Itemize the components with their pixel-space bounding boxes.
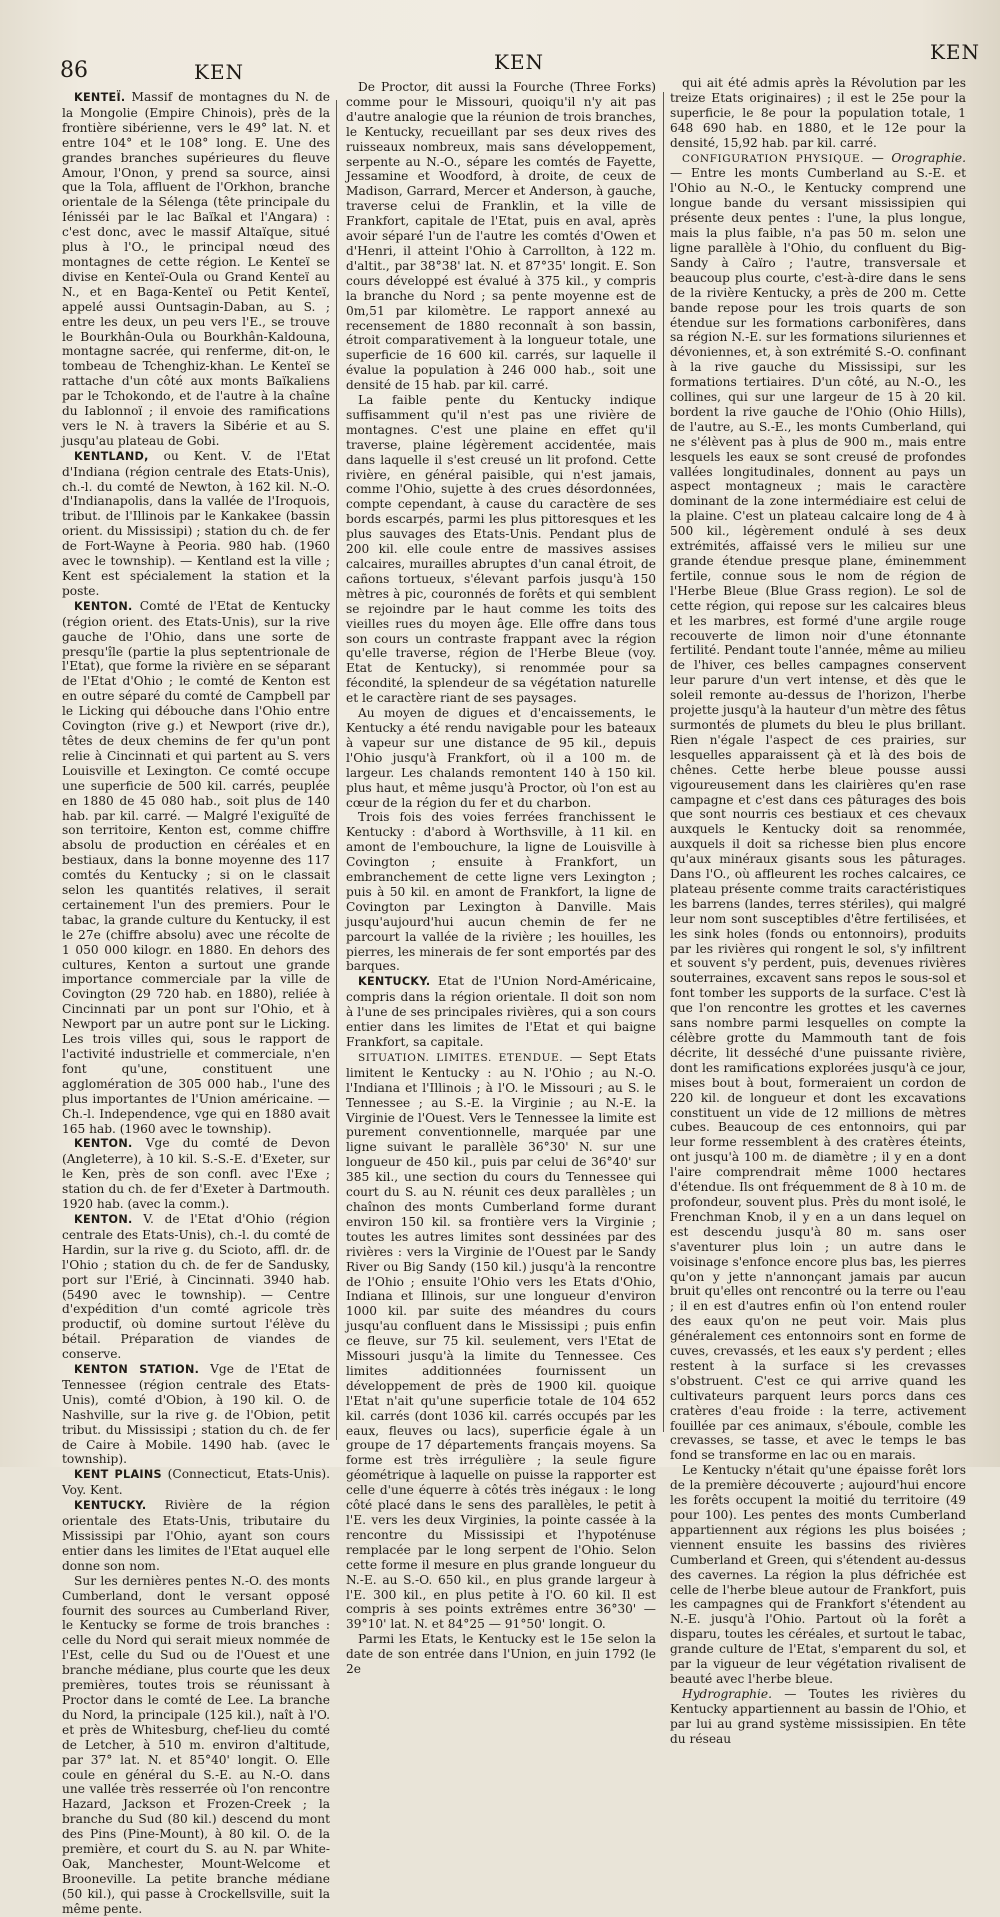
paragraph: La faible pente du Kentucky indique suffisamment qu'il n'est pas une rivière de montagnes. C'est une plaine en effet qu'il traverse, plaine légèrement accidentée, mais dans laquelle il s'est creusé un lit profond. Cette rivière, en général paisible, qui n'est jamais, comme l'Ohio, sujette à des crues désordonnées, compte cependant, à cause du caractère de ses bords escarpés, parmi les plus pittoresques et les plus sauvages des Etats-Unis. Pendant plus de 200 kil. elle coule entre de massives assises calcaires, murailles abruptes d'un canal étroit, de cañons tortueux, s'élevant parfois jusqu'à 150 mètres à pic, couronnés de forêts et qui semblent se rejoindre par le haut comme les toits des vieilles rues du moyen âge. Elle offre dans tous son cours un contraste frappant avec la région qu'elle traverse, région de l'Herbe Bleue (voy. Etat de Kentucky), si renommée pour sa fécondité, la splendeur de sa végétation naturelle et le caractère riant de ses paysages. <box>346 393 656 706</box>
paragraph: Le Kentucky n'était qu'une épaisse forêt lors de la première découverte ; aujourd'hui encore les forêts occupent la moitié du territoire (49 pour 100). Les pentes des monts Cumberland appartiennent aux régions les plus boisées ; viennent ensuite les bassins des rivières Cumberland et Green, qui s'étendent au-dessus des cavernes. La région la plus défrichée est celle de l'herbe bleue autour de Frankfort, puis les campagnes qui de Frankfort s'étendent au N.-E. jusqu'à l'Ohio. Partout où la forêt a disparu, toutes les céréales, et surtout le tabac, grande culture de l'Etat, s'emparent du sol, et par la vigueur de leur végétation rivalisent de beauté avec l'herbe bleue. <box>670 1463 966 1686</box>
paragraph: Parmi les Etats, le Kentucky est le 15e selon la date de son entrée dans l'Union, en juin 1792 (le 2e <box>346 1632 656 1677</box>
running-head-right: KEN <box>929 40 980 64</box>
section-text: — Sept Etats limitent le Kentucky : au N. l'Ohio ; au N.-O. l'Indiana et l'Illinois ; à l'O. le Missouri ; au S. le Tennessee ; au S.-E. la Virginie ; au N.-E. la Virginie de l'Ouest. Vers le Tennessee la limite est purement conventionnelle, marquée par une ligne suivant le parallèle 36°30' N. sur une longueur de 450 kil., puis par celui de 36°40' sur 385 kil., une section du cours du Tennessee qui court du S. au N. réunit ces deux parallèles ; un chaînon des monts Cumberland forme durant environ 150 kil. sa frontière vers la Virginie ; toutes les autres limites sont dessinées par des rivières : vers la Virginie de l'Ouest par le Sandy River ou Big Sandy (150 kil.) jusqu'à la rencontre de l'Ohio ; ensuite l'Ohio vers les Etats d'Ohio, Indiana et Illinois, sur une longueur d'environ 1000 kil. par suite des méandres du cours jusqu'au confluent dans le Mississipi ; puis enfin ce fleuve, sur 75 kil. seulement, vers l'Etat de Missouri jusqu'à la limite du Tennessee. Ces limites additionnées fournissent un développement de près de 1900 kil. quoique l'Etat n'ait qu'une superficie totale de 104 652 kil. carrés (dont 1036 kil. carrés occupés par les eaux, fleuves ou lacs), superficie égale à un groupe de 17 départements français moyens. Sa forme est très irrégulière ; la seule figure géométrique à laquelle on puisse la rapporter est celle d'une équerre à côtés très inégaux : le long côté placé dans le sens des parallèles, le petit à l'E. vers les deux Virginies, la pointe cassée à la rencontre du Mississipi et l'hypoténuse remplacée par le long serpent de l'Ohio. Selon cette forme il mesure en plus grande longueur du N.-E. au S.-O. 650 kil., en plus grande largeur à l'E. 300 kil., en plus petite à l'O. 60 kil. Il est compris à ses points extrêmes entre 36°30' — 39°10' lat. N. et 84°25 — 91°50' longit. O. <box>346 1049 656 1632</box>
entry-title: KENTON. <box>74 1137 133 1151</box>
entry-text: Etat de l'Union Nord-Américaine, compris dans la région orientale. Il doit son nom à l'une de ses principales rivières, qui a son cours entier dans les limites de l'Etat et qui baigne Frankfort, sa capitale. <box>346 974 657 1049</box>
section-hydrographie <box>670 1687 966 1747</box>
paragraph: De Proctor, dit aussi la Fourche (Three Forks) comme pour le Missouri, quoiqu'il n'y ait pas d'autre analogie que la réunion de trois branches, le Kentucky, recueillant par ses deux rives des ruisseaux nombreux, mais sans développement, serpente au N.-O., sépare les comtés de Fayette, Jessamine et Woodford, à droite, de ceux de Madison, Garrard, Mercer et Anderson, à gauche, traverse celui de Franklin, et la ville de Frankfort, capitale de l'Etat, puis en aval, après avoir séparé l'un de l'autre les comtés d'Owen et d'Henri, il atteint l'Ohio à Carrollton, à 122 m. d'altit., par 38°38' lat. N. et 87°35' longit. E. Son cours développé est évalué à 375 kil., y compris la branche du Nord ; sa pente moyenne est de 0m,51 par kilomètre. Le rapport annexé au recensement de 1880 reconnaît à son bassin, étroit comparativement à la longueur totale, une superficie de 16 600 kil. carrés, sur laquelle il évalue la population à 246 000 hab., soit une densité de 15 hab. par kil. carré. <box>346 80 656 393</box>
subsection-label: Hydrographie. <box>682 1686 773 1701</box>
entry-kenton-station <box>62 1362 330 1467</box>
entry-title: KENTEÏ. <box>74 91 126 104</box>
entry-text: Rivière de la région orientale des Etats-Unis, tributaire du Mississipi par l'Ohio, ayant son cours entier dans les limites de l'Etat auquel elle donne son nom. <box>62 1498 330 1573</box>
subsection-label: Orographie. <box>891 150 966 165</box>
column-left <box>62 90 331 1916</box>
entry-kentucky-river <box>62 1498 330 1574</box>
entry-text: Massif de montagnes du N. de la Mongolie (Empire Chinois), près de la frontière sibérienne, vers le 49° lat. N. et entre 104° et le 108° long. E. Une des grandes branches supérieures du fleuve Amour, l'Onon, y prend sa source, ainsi que la Tola, affluent de l'Orkhon, branche orientale de la Sélenga (tête principale du Iénisséi par le lac Baïkal et l'Angara) : c'est donc, avec le massif Altaïque, situé plus à l'O., le principal nœud des montagnes de cette région. Le Kenteï se divise en Kenteï-Oula ou Grand Kenteï au N., et en Baga-Kenteï ou Petit Kenteï, appelé aussi Ountsagin-Daban, au S. ; entre les deux, un peu vers l'E., se trouve le Bourkhân-Oula ou Bourkhân-Kaldouna, montagne sacrée, qui renferme, dit-on, le tombeau de Tchenghiz-khan. Le Kenteï se rattache d'un côté aux monts Baïkaliens par le Tchokondo, et de l'autre à la chaîne du Iablonnoï ; il envoie des ramifications vers le N. à travers la Sibérie et au S. jusqu'au plateau de Gobi. <box>62 90 331 448</box>
column-rule-right <box>663 92 664 1432</box>
section-label: SITUATION. LIMITES. ETENDUE. <box>358 1051 564 1064</box>
entry-title: KENTON STATION. <box>74 1363 200 1377</box>
entry-text: ou Kent. V. de l'Etat d'Indiana (région centrale des Etats-Unis), ch.-l. du comté de Newton, à 162 kil. N.-O. d'Indianapolis, dans la vallée de l'Iroquois, tribut. de l'Illinois par le Kankakee (bassin orient. du Mississipi) ; station du ch. de fer de Fort-Wayne à Peoria. 980 hab. (1960 avec le township). — Kentland est la ville ; Kent est spécialement la station et la poste. <box>62 448 331 598</box>
section-situation <box>346 1050 656 1632</box>
entry-kentland <box>62 449 330 599</box>
paragraph: Trois fois des voies ferrées franchissent le Kentucky : d'abord à Worthsville, à 11 kil. en amont de l'embouchure, la ligne de Louisville à Covington ; ensuite à Frankfort, un embranchement de cette ligne vers Lexington ; puis à 50 kil. en amont de Frankfort, la ligne de Covington par Lexington à Danville. Mais jusqu'aujourd'hui aucun chemin de fer ne parcourt la vallée de la rivière ; les houilles, les pierres, les minerais de fer sont emportés par des barques. <box>346 810 656 974</box>
entry-title: KENTUCKY. <box>358 975 431 989</box>
column-right <box>670 76 967 1746</box>
entry-kentucky-state <box>346 974 656 1050</box>
entry-text: Comté de l'Etat de Kentucky (région orient. des Etats-Unis), sur la rive gauche de l'Ohio, dans une sorte de presqu'île (partie la plus septentrionale de l'Etat), que forme la rivière en se séparant de l'Etat d'Ohio ; le comté de Kenton est en outre séparé du comté de Campbell par le Licking qui débouche dans l'Ohio entre Covington (rive g.) et Newport (rive dr.), têtes de deux chemins de fer qu'un pont relie à Cincinnati et qui partent au S. vers Louisville et Lexington. Ce comté occupe une superficie de 500 kil. carrés, peuplée en 1880 de 45 080 hab., soit plus de 140 hab. par kil. carré. — Malgré l'exiguïté de son territoire, Kenton est, comme chiffre absolu de production en céréales et en bestiaux, dans la bonne moyenne des 117 comtés du Kentucky ; si on le classait selon les quantités relatives, il serait certainement l'un des premiers. Pour le tabac, la grande culture du Kentucky, il est le 27e (chiffre absolu) avec une récolte de 1 050 000 kilogr. en 1880. En dehors des cultures, Kenton a surtout une grande importance commerciale par la ville de Covington (29 720 hab. en 1880), reliée à Cincinnati par un pont sur l'Ohio, et à Newport par un autre pont sur le Licking. Les trois villes qui, sous le rapport de l'activité industrielle et commerciale, n'en font qu'une, constituent une agglomération de 305 000 hab., l'une des plus importantes de l'Union américaine. — Ch.-l. Independence, vge qui en 1880 avait 165 hab. (1960 avec le township). <box>62 598 330 1136</box>
entry-text: (Connecticut, Etats-Unis). Voy. Kent. <box>62 1467 330 1498</box>
entry-text: Vge de l'Etat de Tennessee (région centrale des Etats-Unis), comté d'Obion, à 190 kil. O. de Nashville, sur la rive g. de l'Obion, petit tribut. du Mississipi ; station du ch. de fer de Caire à Mobile. 1490 hab. (avec le township). <box>62 1362 330 1467</box>
entry-kent-plains <box>62 1467 330 1498</box>
entry-kenton-county <box>62 599 330 1137</box>
column-rule-left <box>336 100 337 1440</box>
paragraph: qui ait été admis après la Révolution par les treize Etats originaires) ; il est le 25e pour la superficie, le 8e pour la population totale, 1 648 690 hab. en 1880, et le 12e pour la densité, 15,92 hab. par kil. carré. <box>670 76 966 150</box>
entry-text: V. de l'Etat d'Ohio (région centrale des Etats-Unis), ch.-l. du comté de Hardin, sur la rive g. du Scioto, affl. dr. de l'Ohio ; station du ch. de fer de Sandusky, port sur l'Erié, à Cincinnati. 3940 hab. (5490 avec le township). — Centre d'expédition d'un comté agricole très productif, où domine surtout l'élève du bétail. Préparation de viandes de conserve. <box>62 1211 331 1362</box>
column-middle <box>346 80 657 1677</box>
entry-kenton-ohio <box>62 1212 330 1362</box>
running-head-center: KEN <box>494 50 545 74</box>
entry-title: KENT PLAINS <box>74 1468 162 1482</box>
running-head-left: KEN <box>194 60 245 84</box>
section-label: CONFIGURATION PHYSIQUE. <box>682 152 865 165</box>
paragraph: Sur les dernières pentes N.-O. des monts Cumberland, dont le versant opposé fournit des sources au Cumberland River, le Kentucky se forme de trois branches : celle du Nord qui serait mieux nommée de l'Est, celle du Sud ou de l'Ouest et une branche médiane, plus courte que les deux premières, toutes trois se réunissant à Proctor dans le comté de Lee. La branche du Nord, la principale (125 kil.), naît à l'O. et près de Whitesburg, chef-lieu du comté de Letcher, à 510 m. environ d'altitude, par 37° lat. N. et 85°40' longit. O. Elle coule en général du S.-E. au N.-O. dans une vallée très resserrée où l'on rencontre Hazard, Jackson et Frozen-Creek ; la branche du Sud (80 kil.) descend du mont des Pins (Pine-Mount), à 80 kil. O. de la première, et court du S. au N. par White-Oak, Manchester, Mount-Welcome et Brooneville. La petite branche médiane (50 kil.), qui passe à Crockellsville, suit la même pente. <box>62 1573 330 1916</box>
entry-kenton-devon <box>62 1136 330 1212</box>
entry-title: KENTUCKY. <box>74 1499 147 1513</box>
section-text: — Entre les monts Cumberland au S.-E. et l'Ohio au N.-O., le Kentucky comprend une longue bande du versant mississipien qui présente deux pentes : l'une, la plus longue, mais la plus faible, n'a pas 50 m. selon une ligne parallèle à l'Ohio, du confluent du Big-Sandy à Caïro ; l'autre, transversale et beaucoup plus courte, c'est-à-dire dans le sens de la rivière Kentucky, a près de 200 m. Cette bande repose pour les trois quarts de son étendue sur les formations carbonifères, dans sa région N.-E. sur les formations siluriennes et dévoniennes, et, à son extrémité S.-O. confinant à la rive gauche du Mississipi, sur les formations tertiaires. D'un côté, au N.-O., les collines, qui sur une largeur de 15 à 20 kil. bordent la rive gauche de l'Ohio (Ohio Hills), de l'autre, au S.-E., les monts Cumberland, qui ne s'élèvent pas à plus de 900 m., mais entre lesquels les eaux se sont creusé de profondes vallées longitudinales, donnent au pays un aspect montagneux ; mais le caractère dominant de la zone intermédiaire est celui de la plaine. C'est un plateau calcaire long de 4 à 500 kil., légèrement ondulé à ses deux extrémités, affaissé vers le milieu sur une grande étendue presque plane, éminemment fertile, connue sous le nom de région de l'Herbe Bleue (Blue Grass region). Le sol de cette région, qui repose sur les calcaires bleus et les marbres, est formé d'une argile rouge recouverte de limon noir d'une étonnante fertilité. Pendant toute l'année, même au milieu de l'hiver, ces belles campagnes conservent leur parure d'un vert intense, et dès que le soleil remonte au-dessus de l'horizon, l'herbe projette jusqu'à la hauteur d'un mètre des fêtus surmontés de plumets du bleu le plus brillant. Rien n'égale l'aspect de ces prairies, sur lesquelles apparaissent çà et là des bois de chênes. Cette herbe bleue pousse aussi vigoureusement dans les clairières qu'en rase campagne et c'est dans ces pâturages des bois que sont nourris ces bestiaux et ces chevaux auxquels le Kentucky doit sa renommée, auxquels il doit sa richesse bien plus encore qu'aux minéraux gisants sous les pâturages. Dans l'O., où affleurent les roches calcaires, ce plateau présente comme traits caractéristiques les barrens (landes, terres stériles), qui malgré leur nom sont susceptibles d'être fertilisées, et les sink holes (fonds ou entonnoirs), produits par les rivières qui rongent le sol, s'y infiltrent et souvent s'y perdent, puis, devenues rivières souterraines, excavent sans repos le sous-sol et font tomber les supports de la surface. C'est là que l'on rencontre les grottes et les cavernes sans nombre parmi lesquelles on compte la célèbre grotte du Mammouth tant de fois décrite, lit desséché d'une puissante rivière, dont les ramifications explorées jusqu'à ce jour, mises bout à bout, formeraient un cordon de 220 kil. de longueur et dont les excavations constituent un vide de 12 millions de mètres cubes. Beaucoup de ces entonnoirs, qui par leur forme ressemblent à des cratères éteints, ont jusqu'à 100 m. de diamètre ; il y en a dont l'aire comprendrait même 1000 hectares d'étendue. Ils ont fréquemment de 8 à 10 m. de profondeur, souvent plus. Près du mont isolé, le Frenchman Knob, il y en a un dans lequel on est descendu jusqu'à 80 m. sans oser s'aventurer plus loin ; un autre dans le voisinage s'enfonce encore plus bas, les pierres qu'on y jette n'annonçant jamais par aucun bruit qu'elles ont rencontré ou la terre ou l'eau ; il en est d'autres enfin où l'on entend rouler des eaux qu'on ne peut voir. Mais plus généralement ces entonnoirs sont en forme de cuves, crevassés, et les eaux s'y perdent ; elles restent à la surface si les crevasses s'obstruent. C'est ce qui arrive quand les cultivateurs parquent leurs porcs dans ces cratères d'eau froide : la terre, activement fouillée par ces animaux, s'éboule, comble les crevasses, se tasse, et avec le temps le bas fond se transforme en lac ou en marais. <box>670 166 966 1463</box>
section-configuration: CONFIGURATION PHYSIQUE. — Orographie. — Entre les monts Cumberland au S.-E. et l'Ohio au N.-O., le Kentucky comprend une longue bande du versant mississipien qui présente deux pentes : l'une, la plus longue, mais la plus faible, n'a pas 50 m. selon une ligne parallèle à l'Ohio, du confluent du Big-Sandy à Caïro ; l'autre, transversale et beaucoup plus courte, c'est-à-dire dans le sens de la rivière Kentucky, a près de 200 m. Cette bande repose pour les trois quarts de son étendue sur les formations carbonifères, dans sa région N.-E. sur les formations siluriennes et dévoniennes, et, à son extrémité S.-O. confinant à la rive gauche du Mississipi, sur les formations tertiaires. D'un côté, au N.-O., les collines, qui sur une largeur de 15 à 20 kil. bordent la rive gauche de l'Ohio (Ohio Hills), de l'autre, au S.-E., les monts Cumberland, qui ne s'élèvent pas à plus de 900 m., mais entre lesquels les eaux se sont creusé de profondes vallées longitudinales, donnent au pays un aspect montagneux ; mais le caractère dominant de la zone intermédiaire est celui de la plaine. C'est un plateau calcaire long de 4 à 500 kil., légèrement ondulé à ses deux extrémités, affaissé vers le milieu sur une grande étendue presque plane, éminemment fertile, connue sous le nom de région de l'Herbe Bleue (Blue Grass region). Le sol de cette région, qui repose sur les calcaires bleus et les marbres, est formé d'une argile rouge recouverte de limon noir d'une étonnante fertilité. Pendant toute l'année, même au milieu de l'hiver, ces belles campagnes conservent leur parure d'un vert intense, et dès que le soleil remonte au-dessus de l'horizon, l'herbe projette jusqu'à la hauteur d'un mètre des fêtus surmontés de plumets du bleu le plus brillant. Rien n'égale l'aspect de ces prairies, sur lesquelles apparaissent çà et là des bois de chênes. Cette herbe bleue pousse aussi vigoureusement dans les clairières qu'en rase campagne et c'est dans ces pâturages des bois que sont nourris ces bestiaux et ces chevaux auxquels le Kentucky doit sa renommée, auxquels il doit sa richesse bien plus encore qu'aux minéraux gisants sous les pâturages. Dans l'O., où affleurent les roches calcaires, ce plateau présente comme traits caractéristiques les barrens (landes, terres stériles), qui malgré leur nom sont susceptibles d'être fertilisées, et les sink holes (fonds ou entonnoirs), produits par les rivières qui rongent le sol, s'y infiltrent et souvent s'y perdent, puis, devenues rivières souterraines, excavent sans repos le sous-sol et font tomber les supports de la surface. C'est là que l'on rencontre les grottes et les cavernes sans nombre parmi lesquelles on compte la célèbre grotte du Mammouth tant de fois décrite, lit desséché d'une puissante rivière, dont les ramifications explorées jusqu'à ce jour, mises bout à bout, formeraient un cordon de 220 kil. de longueur et dont les excavations constituent un vide de 12 millions de mètres cubes. Beaucoup de ces entonnoirs, qui par leur forme ressemblent à des cratères éteints, ont jusqu'à 100 m. de diamètre ; il y en a dont l'aire comprendrait même 1000 hectares d'étendue. Ils ont fréquemment de 8 à 10 m. de profondeur, souvent plus. Près du mont isolé, le Frenchman Knob, il y en a un dans lequel on est descendu jusqu'à 80 m. sans oser s'aventurer plus loin ; un autre dans le voisinage s'enfonce encore plus bas, les pierres qu'on y jette n'annonçant jamais par aucun bruit qu'elles ont rencontré ou la terre ou l'eau ; il en est d'autres enfin où l'on entend rouler des eaux qu'on ne peut voir. Mais plus généralement ces entonnoirs sont en forme de cuves, crevassés, et les eaux s'y perdent ; elles restent à la surface si les crevasses s'obstruent. C'est ce qui arrive quand les cultivateurs parquent leurs porcs dans ces cratères d'eau froide : la terre, activement fouillée par ces animaux, s'éboule, comble les crevasses, se tasse, et avec le temps le bas fond se transforme en lac ou en marais. <box>670 150 966 1463</box>
entry-text: Vge du comté de Devon (Angleterre), à 10 kil. S.-S.-E. d'Exeter, sur le Ken, près de son confl. avec l'Exe ; station du ch. de fer d'Exeter à Dartmouth. 1920 hab. (avec la comm.). <box>62 1136 330 1212</box>
page-number: 86 <box>60 58 88 83</box>
entry-kentei <box>62 90 330 449</box>
section-text: — Toutes les rivières du Kentucky appartiennent au bassin de l'Ohio, et par lui au grand système mississipien. En tête du réseau <box>670 1686 967 1746</box>
entry-title: KENTON. <box>74 1212 133 1226</box>
entry-title: KENTON. <box>74 599 133 613</box>
entry-title: KENTLAND, <box>74 449 149 463</box>
paragraph: Au moyen de digues et d'encaissements, le Kentucky a été rendu navigable pour les bateaux à vapeur sur une distance de 95 kil., depuis l'Ohio jusqu'à Frankfort, où il a 100 m. de largeur. Les chalands remontent 140 à 150 kil. plus haut, et même jusqu'à Proctor, où l'on est au cœur de la région du fer et du charbon. <box>346 706 656 810</box>
